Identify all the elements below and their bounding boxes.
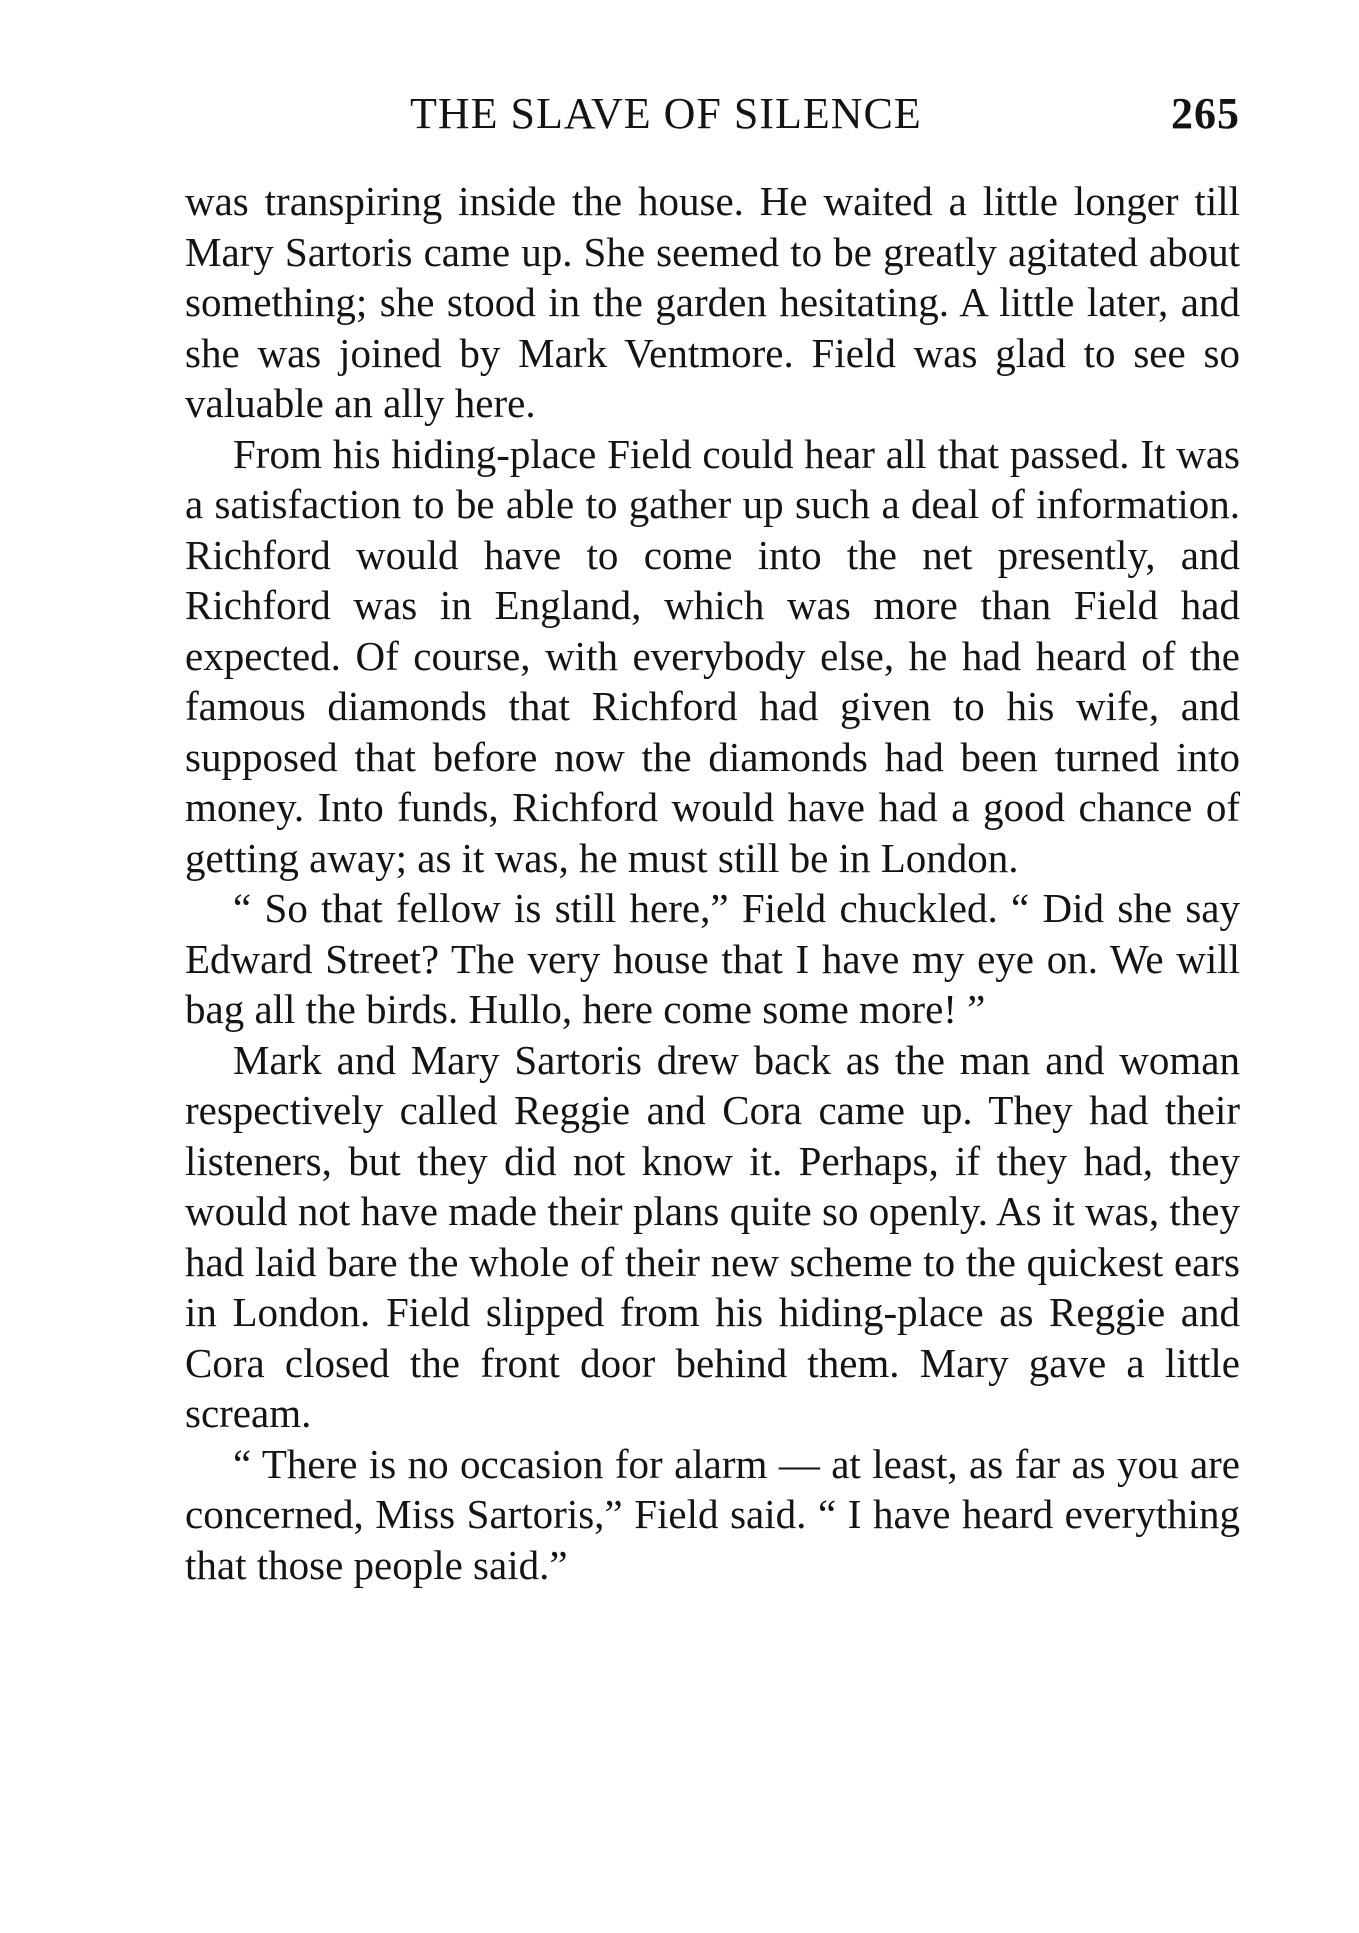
paragraph-4: Mark and Mary Sartoris drew back as the man and woman respectively called Reggie and Cora came up. They had their listeners, but they did not know it. Perhaps, if they had, they would not have made their plans quite so openly. As it was, they had laid bare the whole of their new scheme to the quickest ears in London. Field slipped from his hiding-place as Reggie and Cora closed the front door behind them. Mary gave a little scream.: [185, 1036, 1240, 1436]
paragraph-2: From his hiding-place Field could hear all that passed. It was a satisfaction to be able to gather up such a deal of information. Richford would have to come into the net presently, and Richford was in England, which was more than Field had expected. Of course, with everybody else, he had heard of the famous diamonds that Richford had given to his wife, and supposed that before now the diamonds had been turned into money. Into funds, Richford would have had a good chance of getting away; as it was, he must still be in London.: [185, 430, 1240, 881]
running-head: [185, 88, 1240, 144]
body-text: [185, 176, 1240, 1590]
paragraph-1: was transpiring inside the house. He waited a little longer till Mary Sartoris came up. She seemed to be greatly agitated about something; she stood in the garden hesitating. A little later, and she was joined by Mark Ventmore. Field was glad to see so valuable an ally here.: [185, 178, 1240, 426]
running-title: THE SLAVE OF SILENCE: [410, 89, 922, 138]
paragraph-5: “ There is no occasion for alarm — at least, as far as you are concerned, Miss Sartoris,” Field said. “ I have heard everything that those people said.”: [185, 1440, 1240, 1588]
page-number: 265: [1171, 89, 1240, 138]
paragraph-3: “ So that fellow is still here,” Field chuckled. “ Did she say Edward Street? The very house that I have my eye on. We will bag all the birds. Hullo, here come some more! ”: [185, 885, 1240, 1032]
